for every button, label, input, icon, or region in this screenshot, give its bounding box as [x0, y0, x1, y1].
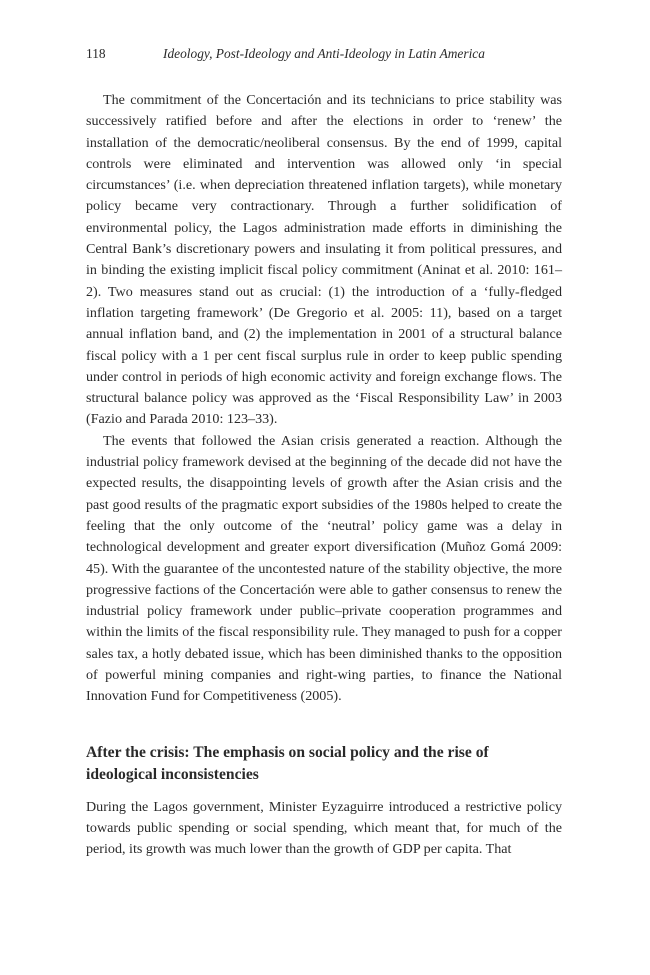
running-title: Ideology, Post-Ideology and Anti-Ideology in Latin America: [163, 46, 485, 61]
running-header: [86, 44, 562, 64]
section-heading: After the crisis: The emphasis on social policy and the rise of ideological inconsistencies: [86, 743, 489, 783]
body-text: [86, 90, 562, 861]
paragraph-lagos-government: During the Lagos government, Minister Eyzaguirre introduced a restrictive policy towards public spending or social spending, which meant that, for much of the period, its growth was much lower than the growth of GDP per capita. That: [86, 798, 562, 858]
paragraph-price-stability: The commitment of the Concertación and its technicians to price stability was successively ratified before and after the elections in order to ‘renew’ the installation of the democratic/neoliberal consensus. By the end of 1999, capital controls were eliminated and intervention was allowed only ‘in special circumstances’ (i.e. when depreciation threatened inflation targets), while monetary policy became very contractionary. Through a further solidification of environmental policy, the Lagos administration made efforts in diminishing the Central Bank’s discretionary powers and insulating it from political pressures, and in binding the existing implicit fiscal policy commitment (Aninat et al. 2010: 161–2). Two measures stand out as crucial: (1) the introduction of a ‘fully-fledged inflation targeting framework’ (De Gregorio et al. 2005: 11), based on a target annual inflation band, and (2) the implementation in 2001 of a structural balance fiscal policy with a 1 per cent fiscal surplus rule in order to keep public spending under control in periods of high economic activity and foreign exchange flows. The structural balance policy was approved as the ‘Fiscal Responsibility Law’ in 2003 (Fazio and Parada 2010: 123–33).: [86, 92, 562, 428]
paragraph-asian-crisis: The events that followed the Asian crisis generated a reaction. Although the industrial policy framework devised at the beginning of the decade did not have the expected results, the disappointing levels of growth after the Asian crisis and the past good results of the pragmatic export subsidies of the 1980s helped to create the feeling that the only outcome of the ‘neutral’ policy game was a delay in technological development and greater export diversification (Muñoz Gomá 2009: 45). With the guarantee of the uncontested nature of the stability objective, the more progressive factions of the Concertación were able to gather consensus to renew the industrial policy framework under public–private cooperation programmes and within the limits of the fiscal responsibility rule. They managed to push for a copper sales tax, a hotly debated issue, which has been diminished thanks to the opposition of powerful mining companies and right-wing parties, to finance the National Innovation Fund for Competitiveness (2005).: [86, 432, 562, 705]
page-number: 118: [86, 46, 106, 61]
